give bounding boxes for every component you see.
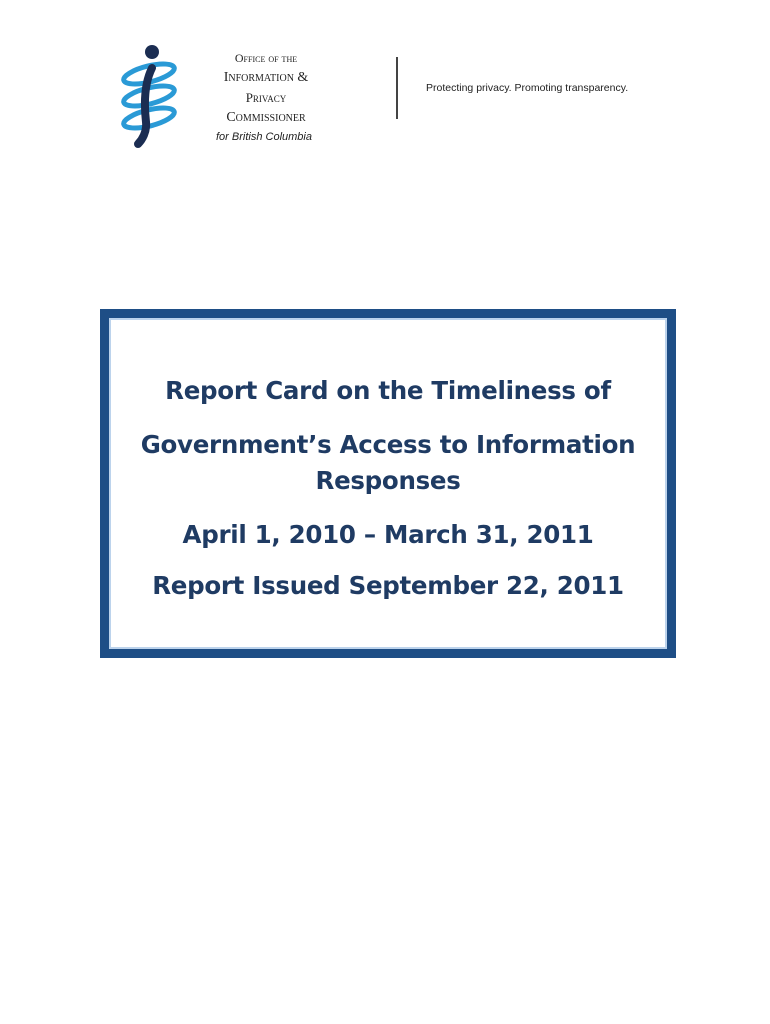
info-i-logo-icon (114, 44, 184, 149)
report-issued-date: Report Issued September 22, 2011 (152, 571, 624, 600)
report-title-line-2: Government’s Access to Information (140, 430, 636, 459)
office-region: for British Columbia (216, 131, 312, 143)
tagline: Protecting privacy. Promoting transparency. (426, 82, 629, 94)
title-frame (100, 309, 676, 658)
title-panel (109, 318, 667, 649)
report-title-line-3: Responses (315, 466, 461, 495)
office-name (196, 48, 336, 128)
header-divider (396, 57, 398, 119)
report-title-line-1: Report Card on the Timeliness of (165, 376, 611, 405)
report-period: April 1, 2010 – March 31, 2011 (182, 520, 594, 549)
office-line-1: Office of the (234, 51, 298, 65)
office-line-4: Commissioner (226, 110, 306, 125)
office-line-3: Privacy (245, 90, 287, 105)
office-line-2: Information & (223, 70, 309, 85)
